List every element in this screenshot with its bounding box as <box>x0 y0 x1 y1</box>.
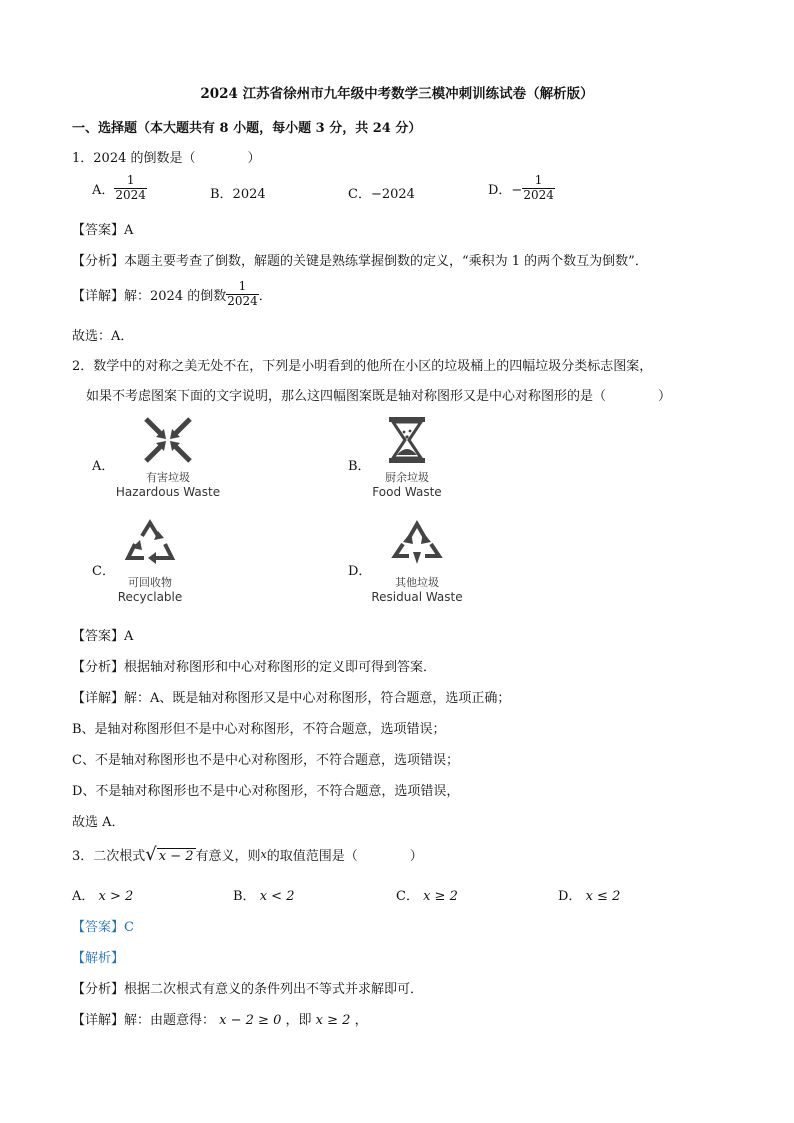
q1-option-a <box>92 174 147 203</box>
icon-caption-cn: 有害垃圾 <box>146 471 190 484</box>
detail-text: ，即 <box>285 1013 312 1028</box>
icon-caption-cn: 可回收物 <box>128 576 172 589</box>
option-label: D． <box>558 889 582 904</box>
q1-option-c: C．−2024 <box>348 187 415 202</box>
q3-option-b <box>233 885 294 904</box>
q2-detail-d: D、不是轴对称图形也不是中心对称图形，不符合题意，选项错误， <box>72 784 460 799</box>
option-label: D．− <box>488 182 523 198</box>
q3-analysis: 【分析】根据二次根式有意义的条件列出不等式并求解即可． <box>72 982 424 997</box>
q3-jiexi: 【解析】 <box>72 951 125 966</box>
icon-caption-cn: 其他垃圾 <box>395 576 439 589</box>
recyclable-sign <box>85 518 215 604</box>
q2-option-b-label: B． <box>348 459 371 474</box>
denominator: 2024 <box>523 187 554 202</box>
q2-option-a-label: A． <box>92 459 115 474</box>
question-2-stem-line2: 如果不考虑图案下面的文字说明，那么这四幅图案既是轴对称图形又是中心对称图形的是（ ） <box>86 389 672 404</box>
result: x ≥ 2 <box>315 1013 351 1028</box>
radicand: x − 2 <box>158 848 194 864</box>
q2-analysis: 【分析】根据轴对称图形和中心对称图形的定义即可得到答案． <box>72 660 437 675</box>
q2-detail: 【详解】解：A、既是轴对称图形又是中心对称图形，符合题意，选项正确； <box>72 691 511 706</box>
hazardous-waste-sign <box>103 415 233 499</box>
q2-option-d-label: D． <box>348 564 372 579</box>
q2-option-c-label: C． <box>92 564 115 579</box>
question-1-stem: 1．2024 的倒数是（ ） <box>72 151 261 166</box>
food-waste-sign <box>342 415 472 499</box>
denominator: 2024 <box>227 293 258 308</box>
detail-text-end: ． <box>258 288 272 304</box>
icon-caption-en: Residual Waste <box>371 590 463 604</box>
inequality: x − 2 ≥ 0 <box>219 1013 282 1028</box>
option-value: x ≥ 2 <box>423 889 458 904</box>
q3-option-c <box>396 885 458 904</box>
option-label: C． <box>396 889 419 904</box>
icon-caption-en: Recyclable <box>117 590 183 604</box>
q2-choose: 故选 A． <box>72 815 125 830</box>
detail-text: ， <box>354 1013 368 1028</box>
q1-option-d <box>488 174 555 203</box>
question-3-stem <box>72 845 423 864</box>
stem-text: 的取值范围是（ ） <box>266 849 423 864</box>
icon-caption-en: Food Waste <box>372 485 442 499</box>
q2-detail-b: B、是轴对称图形但不是中心对称图形，不符合题意，选项错误； <box>72 722 446 737</box>
residual-waste-sign <box>352 518 482 604</box>
fraction <box>522 174 555 203</box>
option-label: A． <box>72 889 95 904</box>
question-2-stem-line1: 2．数学中的对称之美无处不在，下列是小明看到的他所在小区的垃圾桶上的四幅垃圾分类标志图案， <box>72 359 653 374</box>
radical-sign: √ <box>145 843 157 865</box>
hazardous-waste-icon <box>140 415 196 465</box>
q2-answer: 【答案】A <box>72 629 134 644</box>
page-title: 2024 江苏省徐州市九年级中考数学三模冲刺训练试卷（解析版） <box>200 86 594 102</box>
residual-waste-icon <box>389 518 445 570</box>
option-value: x > 2 <box>98 889 134 904</box>
icon-caption-cn: 厨余垃圾 <box>385 471 429 484</box>
section-heading: 一、选择题（本大题共有 8 小题，每小题 3 分，共 24 分） <box>72 121 422 136</box>
fraction <box>114 174 147 203</box>
numerator: 1 <box>534 173 543 187</box>
q3-option-d <box>558 885 620 904</box>
q3-answer: 【答案】C <box>72 920 134 935</box>
q1-answer: 【答案】A <box>72 223 134 238</box>
detail-text: 【详解】解：2024 的倒数 <box>72 288 227 304</box>
stem-text: 3．二次根式 <box>72 849 146 864</box>
q1-choose: 故选：A． <box>72 329 134 344</box>
fraction <box>226 280 259 309</box>
q3-detail <box>72 1009 368 1028</box>
q1-option-b: B．2024 <box>210 187 266 202</box>
q1-analysis: 【分析】本题主要考查了倒数，解题的关键是熟练掌握倒数的定义，“乘积为 1 的两个数互为倒数”． <box>72 254 648 269</box>
option-label: A． <box>92 182 115 198</box>
detail-text: 【详解】解：由题意得： <box>72 1013 216 1028</box>
square-root <box>145 843 195 865</box>
numerator: 1 <box>238 279 247 293</box>
numerator: 1 <box>126 173 135 187</box>
q2-detail-c: C、不是轴对称图形也不是中心对称图形，不符合题意，选项错误； <box>72 753 459 768</box>
variable: x <box>260 848 267 861</box>
q3-option-a <box>72 885 133 904</box>
option-label: B． <box>233 889 256 904</box>
q1-detail <box>72 280 272 309</box>
denominator: 2024 <box>115 187 146 202</box>
food-waste-icon <box>379 415 435 465</box>
option-value: x < 2 <box>259 889 295 904</box>
recycle-icon <box>122 518 178 570</box>
option-value: x ≤ 2 <box>585 889 621 904</box>
icon-caption-en: Hazardous Waste <box>115 485 221 499</box>
stem-text: 有意义，则 <box>195 849 261 864</box>
